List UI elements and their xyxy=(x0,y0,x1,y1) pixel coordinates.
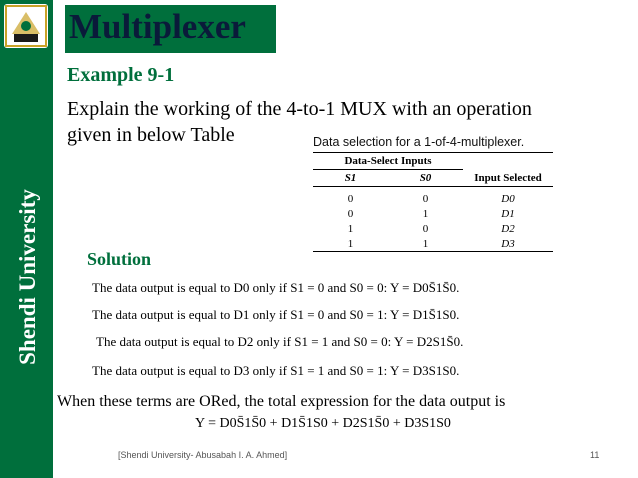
cell-s0: 0 xyxy=(422,222,429,235)
table-title: Data selection for a 1-of-4-multiplexer. xyxy=(313,135,525,149)
equation-d1: The data output is equal to D1 only if S1 = 0 and S0 = 1: Y = D1S̄1S0. xyxy=(92,307,460,322)
problem-line-2: given in below Table xyxy=(67,124,235,146)
cell-s1: 1 xyxy=(347,222,354,235)
header-spacer xyxy=(463,153,553,170)
header-s1-text: S1 xyxy=(344,172,357,184)
cell-selected: D0 xyxy=(501,192,515,205)
footer-credit: [Shendi University- Abusabah I. A. Ahmed] xyxy=(118,450,288,460)
group-header: Data-Select Inputs xyxy=(313,153,463,170)
university-vertical-label: Shendi University xyxy=(15,189,40,365)
sidebar xyxy=(0,0,53,478)
table-row xyxy=(313,206,553,221)
table-row xyxy=(313,221,553,236)
header-input-selected: Input Selected xyxy=(463,170,553,187)
equation-d0: The data output is equal to D0 only if S1 = 0 and S0 = 0: Y = D0S̄1S̄0. xyxy=(92,280,460,295)
page-number: 11 xyxy=(590,450,600,460)
solution-heading: Solution xyxy=(87,249,152,269)
table-group-header-row xyxy=(313,153,553,170)
cell-s0: 1 xyxy=(388,236,463,252)
header-s1 xyxy=(313,170,388,187)
header-s0 xyxy=(388,170,463,187)
cell-s0: 0 xyxy=(422,192,429,205)
cell-s1: 0 xyxy=(347,207,354,220)
total-expression: Y = D0S̄1S̄0 + D1S̄1S0 + D2S1S̄0 + D3S1S0 xyxy=(195,416,451,431)
header-s0-text: S0 xyxy=(419,172,432,184)
university-logo xyxy=(4,4,48,48)
problem-line-1: Explain the working of the 4-to-1 MUX with an operation xyxy=(67,98,532,120)
table-row xyxy=(313,191,553,206)
example-heading: Example 9-1 xyxy=(67,64,175,86)
cell-s0: 1 xyxy=(422,207,429,220)
equation-d2: The data output is equal to D2 only if S1 = 1 and S0 = 0: Y = D2S1S̄0. xyxy=(96,334,464,349)
table-column-header-row xyxy=(313,170,553,187)
table-row xyxy=(313,236,553,252)
cell-selected: D2 xyxy=(501,222,515,235)
cell-s1: 1 xyxy=(313,236,388,252)
equation-d3: The data output is equal to D3 only if S1 = 1 and S0 = 1: Y = D3S1S0. xyxy=(92,363,460,378)
cell-s1: 0 xyxy=(347,192,354,205)
page-title: Multiplexer xyxy=(69,7,246,46)
cell-selected: D1 xyxy=(501,207,515,220)
data-selection-table xyxy=(313,152,553,252)
title-bar xyxy=(65,5,276,53)
ored-statement: When these terms are ORed, the total expression for the data output is xyxy=(57,393,506,410)
cell-selected: D3 xyxy=(463,236,553,252)
